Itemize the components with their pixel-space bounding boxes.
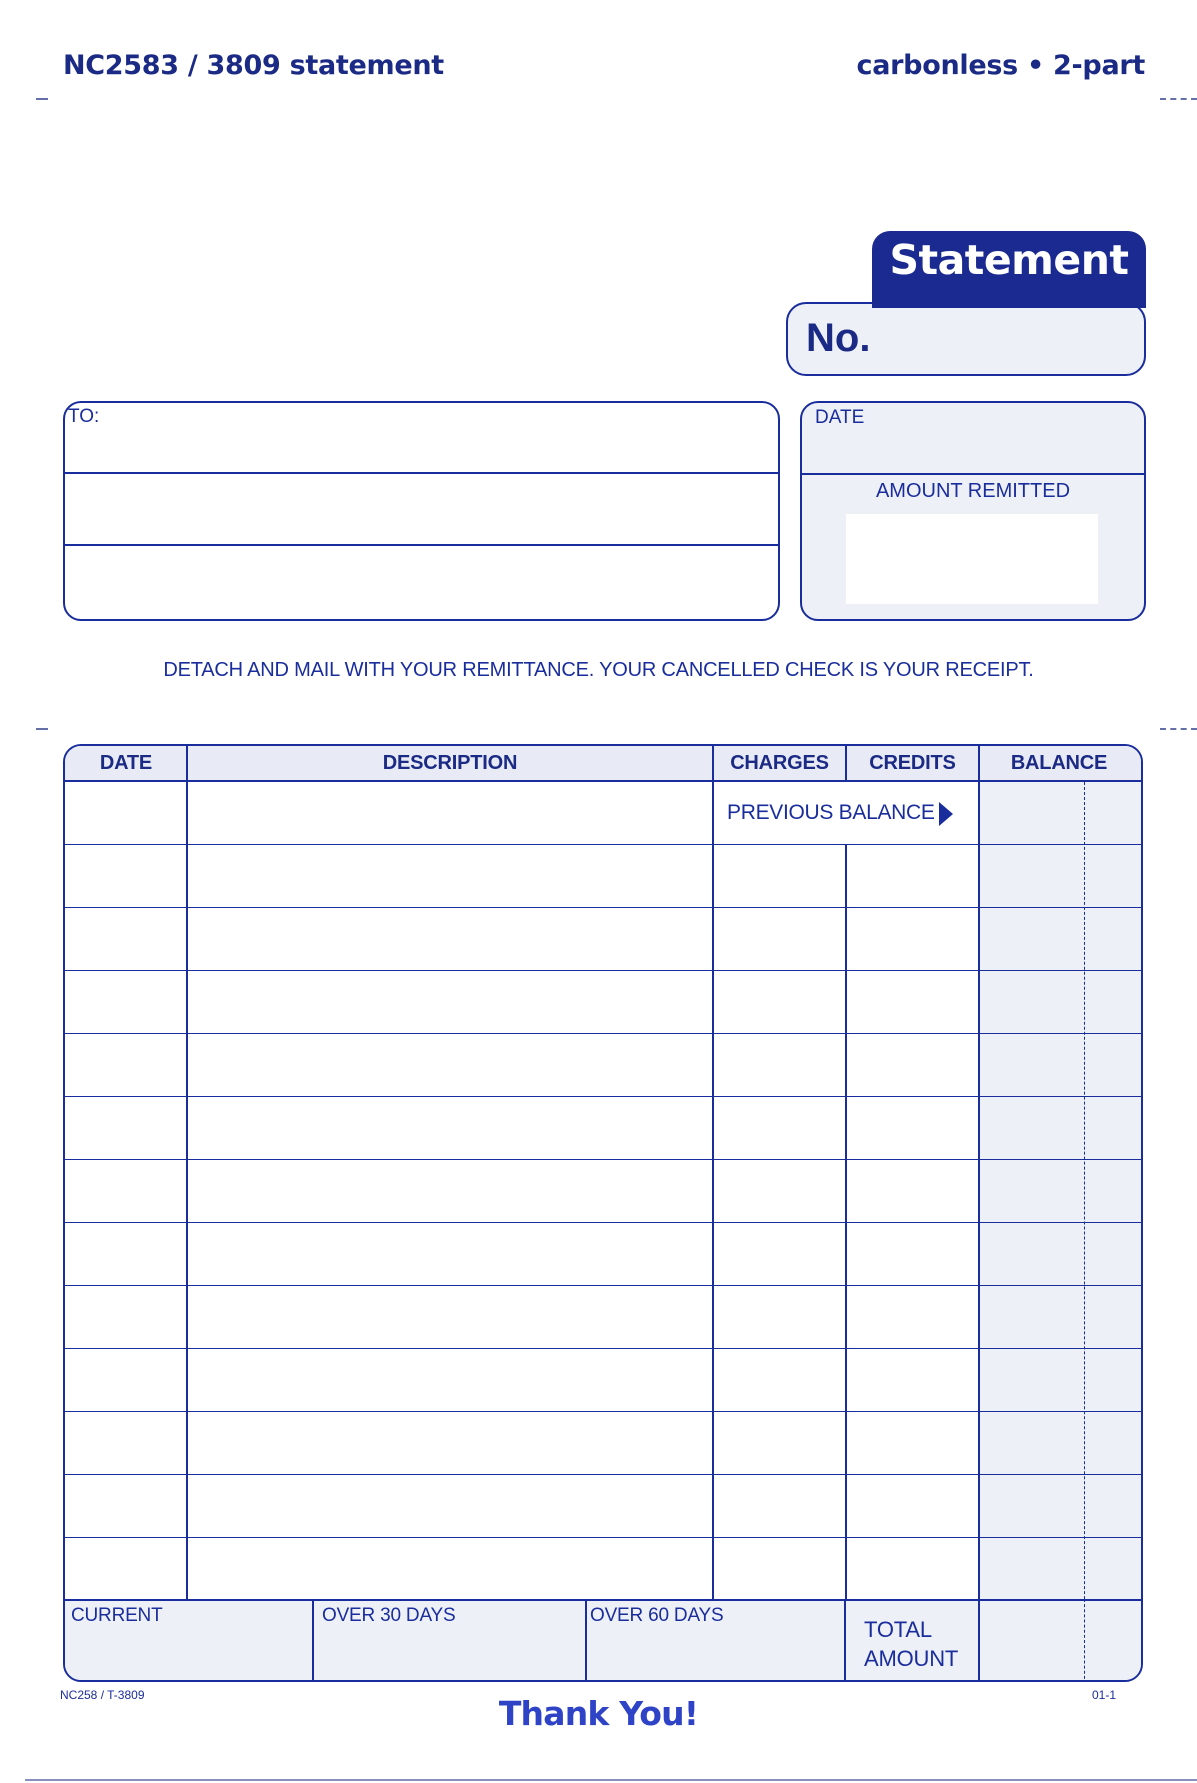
amount-remitted-field[interactable] <box>846 514 1098 604</box>
perforation-mark-top-left <box>36 98 48 100</box>
current-label: CURRENT <box>71 1605 163 1626</box>
column-header-date: DATE <box>99 752 153 774</box>
form-code-small: NC258 / T-3809 <box>60 1688 145 1702</box>
table-row <box>65 1222 1143 1223</box>
triangle-right-icon <box>939 802 953 826</box>
table-row <box>65 1411 1143 1412</box>
bottom-edge-rule <box>25 1779 1197 1781</box>
perforation-mark-top-right <box>1160 98 1197 100</box>
column-header-balance: BALANCE <box>1010 752 1108 774</box>
ledger-table <box>63 744 1143 1682</box>
total-amount-label-line1: TOTAL <box>864 1617 932 1642</box>
statement-number-label: No. <box>806 316 871 360</box>
form-code: NC2583 / 3809 statement <box>63 50 444 81</box>
perforation-mark-mid-left <box>36 728 48 730</box>
previous-balance-label: PREVIOUS BALANCE <box>727 801 935 824</box>
form-revision-code: 01-1 <box>1092 1688 1117 1702</box>
to-address-box[interactable] <box>63 401 780 621</box>
perforation-mark-mid-right <box>1160 728 1197 730</box>
table-row <box>65 1474 1143 1475</box>
to-address-line <box>63 472 780 474</box>
amount-remitted-label: AMOUNT REMITTED <box>875 480 1071 502</box>
over-30-days-label: OVER 30 DAYS <box>322 1605 456 1626</box>
table-row <box>65 844 1143 845</box>
to-address-line <box>63 544 780 546</box>
over-60-days-label: OVER 60 DAYS <box>590 1605 724 1626</box>
table-row <box>65 1096 1143 1097</box>
column-header-description: DESCRIPTION <box>382 752 518 774</box>
paper-type: carbonless • 2-part <box>856 50 1145 81</box>
table-row <box>65 1033 1143 1034</box>
table-row <box>65 907 1143 908</box>
date-label: DATE <box>815 407 865 428</box>
column-header-charges: CHARGES <box>730 752 829 774</box>
thank-you-message: Thank You! <box>498 1694 699 1733</box>
table-row <box>65 1537 1143 1538</box>
table-row <box>65 970 1143 971</box>
detach-note: DETACH AND MAIL WITH YOUR REMITTANCE. YOUR CANCELLED CHECK IS YOUR RECEIPT. <box>163 659 1034 681</box>
statement-title: Statement <box>889 236 1129 284</box>
total-amount-label-line2: AMOUNT <box>864 1646 959 1671</box>
column-header-credits: CREDITS <box>869 752 956 774</box>
table-row <box>65 1348 1143 1349</box>
table-row <box>65 1285 1143 1286</box>
to-label: TO: <box>68 406 100 427</box>
table-row <box>65 1159 1143 1160</box>
